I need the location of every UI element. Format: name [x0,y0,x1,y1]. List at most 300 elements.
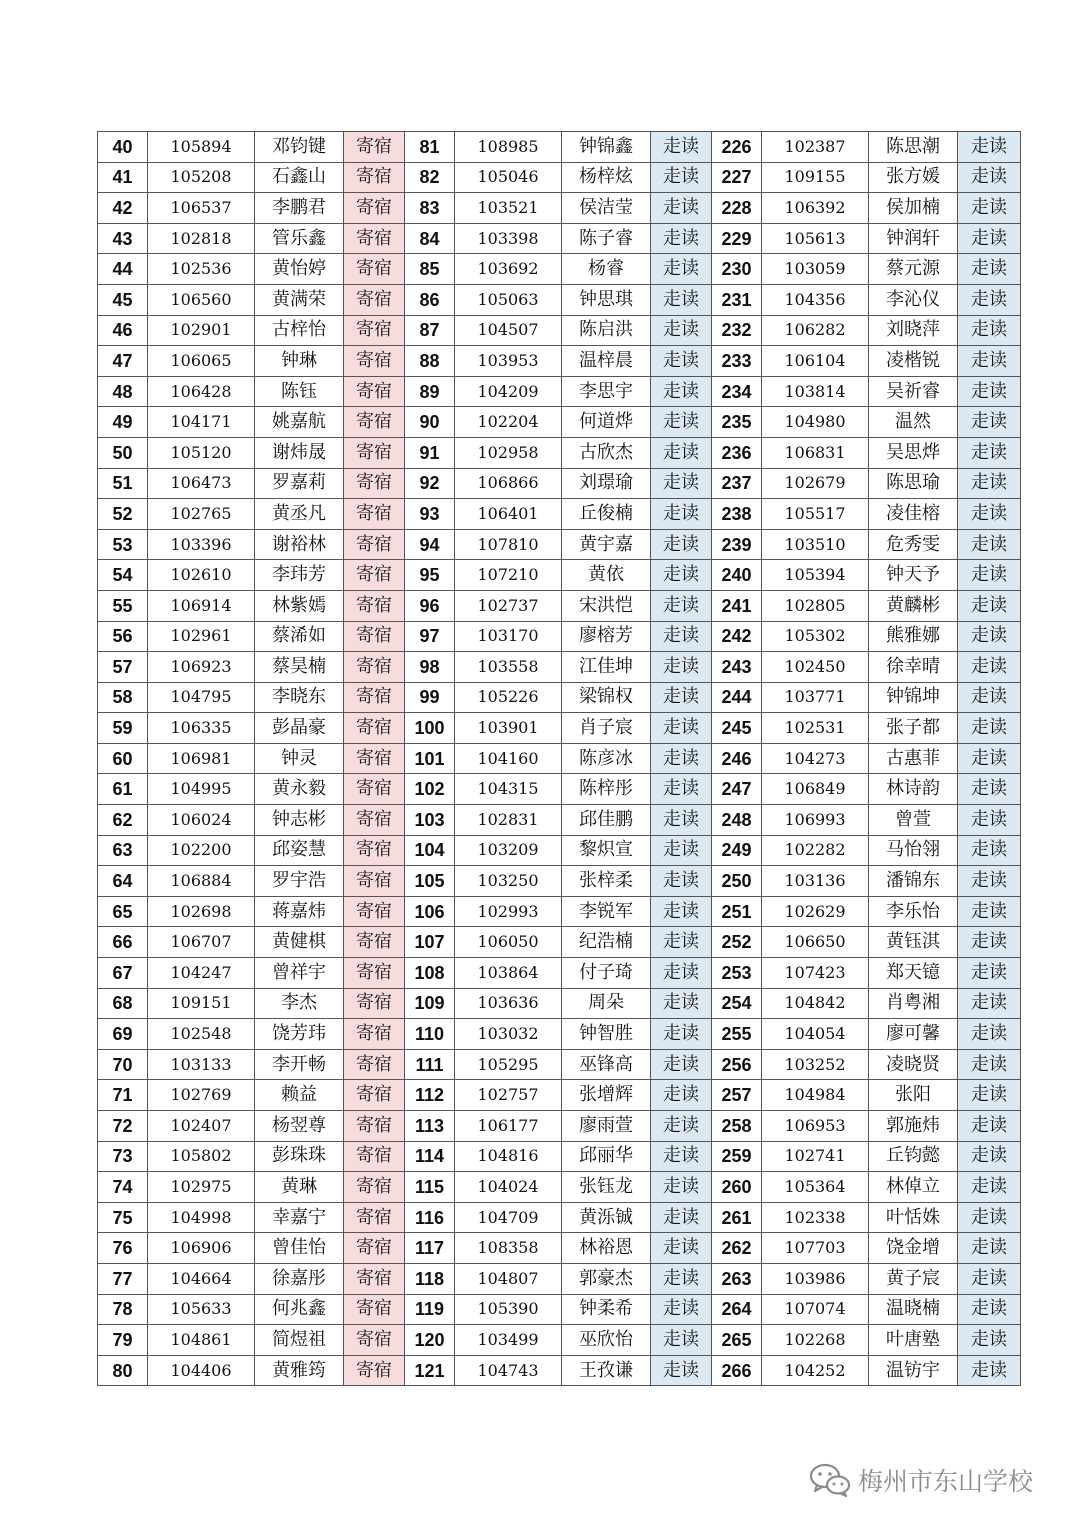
student-id-cell: 106650 [762,927,869,958]
row-number-cell: 108 [405,958,455,989]
boarding-type-cell: 寄宿 [344,682,405,713]
table-row [98,499,1021,530]
row-number-cell: 49 [98,407,148,438]
student-id-cell: 103136 [762,866,869,897]
roster-body [98,132,1021,1386]
student-id-cell: 102679 [762,468,869,499]
student-name-cell: 黄钰淇 [869,927,958,958]
table-row [98,1233,1021,1264]
student-id-cell: 104795 [148,682,255,713]
boarding-type-cell: 寄宿 [344,988,405,1019]
student-id-cell: 102901 [148,315,255,346]
row-number-cell: 230 [712,254,762,285]
student-name-cell: 邱姿慧 [255,835,344,866]
student-id-cell: 103558 [455,652,562,683]
student-id-cell: 105226 [455,682,562,713]
student-id-cell: 107074 [762,1294,869,1325]
row-number-cell: 105 [405,866,455,897]
row-number-cell: 73 [98,1141,148,1172]
student-name-cell: 付子琦 [562,958,651,989]
boarding-type-cell: 寄宿 [344,254,405,285]
student-id-cell: 105120 [148,437,255,468]
student-name-cell: 刘璟瑜 [562,468,651,499]
student-id-cell: 102200 [148,835,255,866]
student-name-cell: 马怡翎 [869,835,958,866]
student-id-cell: 103636 [455,988,562,1019]
student-id-cell: 104054 [762,1019,869,1050]
boarding-type-cell: 走读 [958,988,1021,1019]
student-name-cell: 侯洁莹 [562,193,651,224]
boarding-type-cell: 走读 [958,713,1021,744]
student-id-cell: 104816 [455,1141,562,1172]
student-name-cell: 黄依 [562,560,651,591]
student-id-cell: 108358 [455,1233,562,1264]
student-id-cell: 105613 [762,223,869,254]
student-name-cell: 幸嘉宁 [255,1202,344,1233]
table-row [98,805,1021,836]
student-name-cell: 危秀雯 [869,529,958,560]
student-name-cell: 陈启洪 [562,315,651,346]
row-number-cell: 65 [98,896,148,927]
student-id-cell: 102204 [455,407,562,438]
boarding-type-cell: 走读 [958,1202,1021,1233]
student-name-cell: 凌楷锐 [869,346,958,377]
student-name-cell: 张子都 [869,713,958,744]
student-id-cell: 104209 [455,376,562,407]
boarding-type-cell: 走读 [651,529,712,560]
student-id-cell: 103692 [455,254,562,285]
table-row [98,437,1021,468]
row-number-cell: 89 [405,376,455,407]
student-id-cell: 104160 [455,743,562,774]
student-name-cell: 饶芳玮 [255,1019,344,1050]
student-id-cell: 102961 [148,621,255,652]
student-name-cell: 郭施炜 [869,1111,958,1142]
row-number-cell: 254 [712,988,762,1019]
student-name-cell: 钟锦坤 [869,682,958,713]
student-name-cell: 李沁仪 [869,284,958,315]
boarding-type-cell: 走读 [958,529,1021,560]
student-name-cell: 梁锦权 [562,682,651,713]
row-number-cell: 109 [405,988,455,1019]
table-row [98,407,1021,438]
boarding-type-cell: 寄宿 [344,713,405,744]
boarding-type-cell: 走读 [958,866,1021,897]
boarding-type-cell: 走读 [651,958,712,989]
student-id-cell: 104980 [762,407,869,438]
student-id-cell: 107210 [455,560,562,591]
boarding-type-cell: 寄宿 [344,621,405,652]
student-id-cell: 106707 [148,927,255,958]
table-row [98,1141,1021,1172]
row-number-cell: 71 [98,1080,148,1111]
row-number-cell: 74 [98,1172,148,1203]
boarding-type-cell: 走读 [958,346,1021,377]
boarding-type-cell: 走读 [958,1233,1021,1264]
row-number-cell: 80 [98,1355,148,1386]
student-id-cell: 106104 [762,346,869,377]
table-row [98,835,1021,866]
boarding-type-cell: 走读 [651,437,712,468]
row-number-cell: 247 [712,774,762,805]
student-name-cell: 潘锦东 [869,866,958,897]
student-id-cell: 104984 [762,1080,869,1111]
boarding-type-cell: 走读 [651,1141,712,1172]
boarding-type-cell: 寄宿 [344,866,405,897]
student-name-cell: 古惠菲 [869,743,958,774]
student-id-cell: 102805 [762,590,869,621]
student-name-cell: 邱佳鹏 [562,805,651,836]
row-number-cell: 231 [712,284,762,315]
student-name-cell: 吴思烨 [869,437,958,468]
student-name-cell: 古梓怡 [255,315,344,346]
student-id-cell: 106923 [148,652,255,683]
student-name-cell: 廖榕芳 [562,621,651,652]
student-name-cell: 侯加楠 [869,193,958,224]
boarding-type-cell: 走读 [958,162,1021,193]
boarding-type-cell: 走读 [651,805,712,836]
row-number-cell: 54 [98,560,148,591]
student-id-cell: 105517 [762,499,869,530]
student-id-cell: 106831 [762,437,869,468]
row-number-cell: 76 [98,1233,148,1264]
table-row [98,743,1021,774]
row-number-cell: 63 [98,835,148,866]
boarding-type-cell: 走读 [651,560,712,591]
student-name-cell: 李锐军 [562,896,651,927]
student-name-cell: 陈彦冰 [562,743,651,774]
student-name-cell: 宋洪恺 [562,590,651,621]
boarding-type-cell: 走读 [651,407,712,438]
student-id-cell: 106953 [762,1111,869,1142]
student-name-cell: 凌佳榕 [869,499,958,530]
boarding-type-cell: 走读 [651,1263,712,1294]
row-number-cell: 237 [712,468,762,499]
row-number-cell: 68 [98,988,148,1019]
boarding-type-cell: 走读 [958,376,1021,407]
boarding-type-cell: 走读 [958,437,1021,468]
student-id-cell: 106065 [148,346,255,377]
student-name-cell: 温然 [869,407,958,438]
student-name-cell: 周朵 [562,988,651,1019]
boarding-type-cell: 寄宿 [344,652,405,683]
boarding-type-cell: 走读 [651,1294,712,1325]
student-id-cell: 105394 [762,560,869,591]
row-number-cell: 93 [405,499,455,530]
student-id-cell: 106428 [148,376,255,407]
student-id-cell: 104273 [762,743,869,774]
boarding-type-cell: 寄宿 [344,927,405,958]
student-id-cell: 103953 [455,346,562,377]
row-number-cell: 99 [405,682,455,713]
boarding-type-cell: 走读 [958,927,1021,958]
student-name-cell: 黄怡婷 [255,254,344,285]
table-row [98,774,1021,805]
student-id-cell: 105364 [762,1172,869,1203]
student-name-cell: 钟琳 [255,346,344,377]
student-id-cell: 102765 [148,499,255,530]
watermark-text: 梅州市东山学校 [858,1467,1034,1496]
student-id-cell: 102698 [148,896,255,927]
student-name-cell: 杨梓炫 [562,162,651,193]
student-id-cell: 104507 [455,315,562,346]
student-name-cell: 廖雨萱 [562,1111,651,1142]
student-id-cell: 102958 [455,437,562,468]
row-number-cell: 53 [98,529,148,560]
student-id-cell: 104406 [148,1355,255,1386]
student-id-cell: 102737 [455,590,562,621]
student-name-cell: 何道烨 [562,407,651,438]
student-id-cell: 103250 [455,866,562,897]
student-name-cell: 丘钧懿 [869,1141,958,1172]
student-id-cell: 102531 [762,713,869,744]
row-number-cell: 259 [712,1141,762,1172]
student-name-cell: 钟志彬 [255,805,344,836]
row-number-cell: 78 [98,1294,148,1325]
row-number-cell: 243 [712,652,762,683]
student-name-cell: 钟锦鑫 [562,132,651,163]
row-number-cell: 67 [98,958,148,989]
student-id-cell: 107703 [762,1233,869,1264]
row-number-cell: 261 [712,1202,762,1233]
student-name-cell: 曾祥宇 [255,958,344,989]
boarding-type-cell: 走读 [958,560,1021,591]
student-id-cell: 106537 [148,193,255,224]
student-name-cell: 张方媛 [869,162,958,193]
row-number-cell: 253 [712,958,762,989]
student-id-cell: 103032 [455,1019,562,1050]
student-roster-table [97,131,1021,1386]
student-name-cell: 曾佳怡 [255,1233,344,1264]
table-row [98,1019,1021,1050]
student-name-cell: 陈思瑜 [869,468,958,499]
row-number-cell: 75 [98,1202,148,1233]
student-id-cell: 104842 [762,988,869,1019]
boarding-type-cell: 走读 [958,315,1021,346]
student-name-cell: 钟润轩 [869,223,958,254]
row-number-cell: 119 [405,1294,455,1325]
student-id-cell: 102757 [455,1080,562,1111]
row-number-cell: 121 [405,1355,455,1386]
boarding-type-cell: 走读 [958,468,1021,499]
row-number-cell: 228 [712,193,762,224]
row-number-cell: 64 [98,866,148,897]
row-number-cell: 232 [712,315,762,346]
row-number-cell: 82 [405,162,455,193]
student-id-cell: 103398 [455,223,562,254]
student-name-cell: 邱丽华 [562,1141,651,1172]
table-row [98,958,1021,989]
student-id-cell: 103133 [148,1049,255,1080]
student-name-cell: 徐幸晴 [869,652,958,683]
student-name-cell: 李开畅 [255,1049,344,1080]
boarding-type-cell: 走读 [958,835,1021,866]
student-name-cell: 张梓柔 [562,866,651,897]
student-name-cell: 肖粤湘 [869,988,958,1019]
table-row [98,682,1021,713]
boarding-type-cell: 走读 [651,1049,712,1080]
row-number-cell: 41 [98,162,148,193]
boarding-type-cell: 寄宿 [344,162,405,193]
row-number-cell: 72 [98,1111,148,1142]
row-number-cell: 106 [405,896,455,927]
boarding-type-cell: 寄宿 [344,132,405,163]
student-id-cell: 103510 [762,529,869,560]
student-id-cell: 106981 [148,743,255,774]
row-number-cell: 98 [405,652,455,683]
boarding-type-cell: 走读 [651,254,712,285]
student-name-cell: 郭豪杰 [562,1263,651,1294]
boarding-type-cell: 走读 [651,132,712,163]
row-number-cell: 88 [405,346,455,377]
boarding-type-cell: 走读 [958,1172,1021,1203]
student-name-cell: 温梓晨 [562,346,651,377]
row-number-cell: 79 [98,1325,148,1356]
row-number-cell: 252 [712,927,762,958]
student-id-cell: 104861 [148,1325,255,1356]
student-id-cell: 104743 [455,1355,562,1386]
boarding-type-cell: 寄宿 [344,1325,405,1356]
student-name-cell: 巫锋高 [562,1049,651,1080]
student-name-cell: 邓钧键 [255,132,344,163]
student-id-cell: 102629 [762,896,869,927]
boarding-type-cell: 寄宿 [344,193,405,224]
row-number-cell: 264 [712,1294,762,1325]
table-row [98,162,1021,193]
row-number-cell: 101 [405,743,455,774]
student-id-cell: 102282 [762,835,869,866]
row-number-cell: 248 [712,805,762,836]
student-name-cell: 叶唐塾 [869,1325,958,1356]
student-id-cell: 106914 [148,590,255,621]
student-id-cell: 103059 [762,254,869,285]
student-id-cell: 103396 [148,529,255,560]
student-name-cell: 钟思琪 [562,284,651,315]
row-number-cell: 260 [712,1172,762,1203]
student-name-cell: 刘晓萍 [869,315,958,346]
row-number-cell: 255 [712,1019,762,1050]
student-name-cell: 古欣杰 [562,437,651,468]
row-number-cell: 55 [98,590,148,621]
boarding-type-cell: 寄宿 [344,1080,405,1111]
student-name-cell: 谢炜晟 [255,437,344,468]
student-id-cell: 104315 [455,774,562,805]
boarding-type-cell: 走读 [958,284,1021,315]
table-row [98,284,1021,315]
boarding-type-cell: 走读 [958,254,1021,285]
student-name-cell: 黄满荣 [255,284,344,315]
student-id-cell: 106050 [455,927,562,958]
table-row [98,1111,1021,1142]
student-id-cell: 103986 [762,1263,869,1294]
boarding-type-cell: 走读 [958,621,1021,652]
boarding-type-cell: 走读 [651,652,712,683]
boarding-type-cell: 走读 [958,132,1021,163]
student-name-cell: 张钰龙 [562,1172,651,1203]
student-name-cell: 彭珠珠 [255,1141,344,1172]
row-number-cell: 242 [712,621,762,652]
student-name-cell: 简煜祖 [255,1325,344,1356]
boarding-type-cell: 走读 [651,743,712,774]
row-number-cell: 115 [405,1172,455,1203]
student-name-cell: 蔡元源 [869,254,958,285]
boarding-type-cell: 走读 [958,1080,1021,1111]
boarding-type-cell: 走读 [651,713,712,744]
table-row [98,1202,1021,1233]
student-id-cell: 103252 [762,1049,869,1080]
student-name-cell: 饶金增 [869,1233,958,1264]
row-number-cell: 257 [712,1080,762,1111]
student-name-cell: 管乐鑫 [255,223,344,254]
boarding-type-cell: 寄宿 [344,529,405,560]
student-name-cell: 罗嘉莉 [255,468,344,499]
table-row [98,1325,1021,1356]
row-number-cell: 91 [405,437,455,468]
boarding-type-cell: 走读 [958,743,1021,774]
student-name-cell: 谢裕林 [255,529,344,560]
row-number-cell: 104 [405,835,455,866]
student-name-cell: 叶恬姝 [869,1202,958,1233]
student-name-cell: 何兆鑫 [255,1294,344,1325]
student-id-cell: 102741 [762,1141,869,1172]
student-id-cell: 109151 [148,988,255,1019]
student-id-cell: 106024 [148,805,255,836]
student-id-cell: 106473 [148,468,255,499]
boarding-type-cell: 寄宿 [344,835,405,866]
student-name-cell: 张阳 [869,1080,958,1111]
table-row [98,132,1021,163]
student-id-cell: 105894 [148,132,255,163]
boarding-type-cell: 寄宿 [344,805,405,836]
student-id-cell: 105633 [148,1294,255,1325]
student-id-cell: 108985 [455,132,562,163]
row-number-cell: 238 [712,499,762,530]
row-number-cell: 240 [712,560,762,591]
row-number-cell: 48 [98,376,148,407]
table-row [98,1263,1021,1294]
student-name-cell: 肖子宸 [562,713,651,744]
row-number-cell: 45 [98,284,148,315]
boarding-type-cell: 寄宿 [344,346,405,377]
row-number-cell: 81 [405,132,455,163]
boarding-type-cell: 走读 [958,590,1021,621]
table-row [98,376,1021,407]
row-number-cell: 244 [712,682,762,713]
student-id-cell: 104998 [148,1202,255,1233]
student-name-cell: 彭晶豪 [255,713,344,744]
student-name-cell: 林诗韵 [869,774,958,805]
boarding-type-cell: 寄宿 [344,743,405,774]
student-name-cell: 黄泺铖 [562,1202,651,1233]
boarding-type-cell: 走读 [651,223,712,254]
row-number-cell: 46 [98,315,148,346]
row-number-cell: 40 [98,132,148,163]
student-name-cell: 李玮芳 [255,560,344,591]
row-number-cell: 245 [712,713,762,744]
boarding-type-cell: 走读 [651,1172,712,1203]
student-name-cell: 王孜谦 [562,1355,651,1386]
student-name-cell: 林倬立 [869,1172,958,1203]
student-id-cell: 109155 [762,162,869,193]
row-number-cell: 59 [98,713,148,744]
boarding-type-cell: 走读 [651,346,712,377]
boarding-type-cell: 寄宿 [344,958,405,989]
student-name-cell: 黄永毅 [255,774,344,805]
boarding-type-cell: 走读 [958,1355,1021,1386]
student-id-cell: 103864 [455,958,562,989]
row-number-cell: 116 [405,1202,455,1233]
row-number-cell: 90 [405,407,455,438]
